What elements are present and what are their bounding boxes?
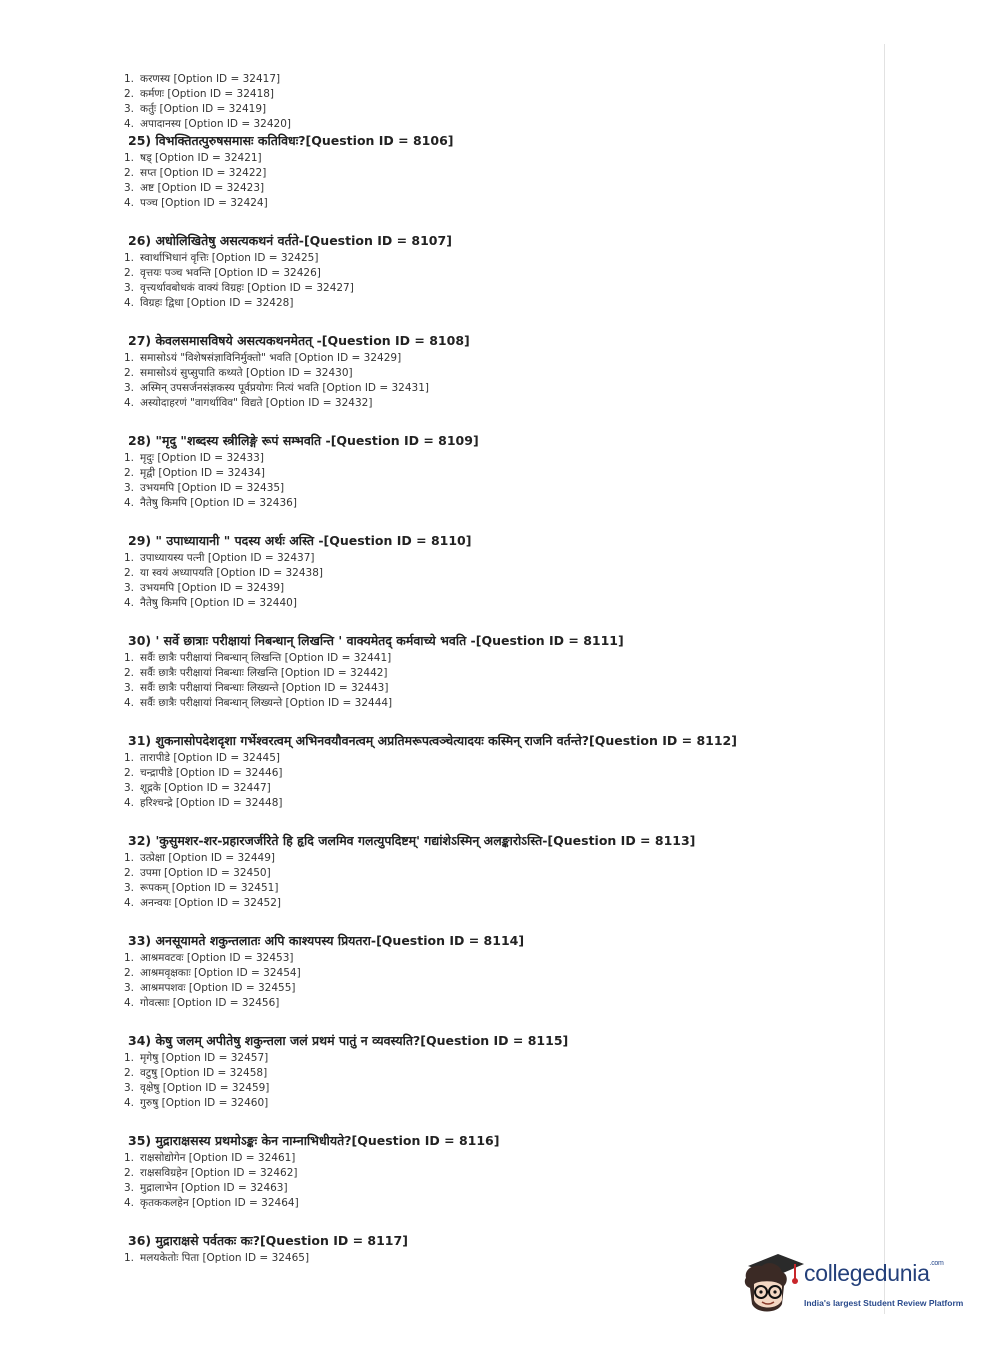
question-block (124, 932, 864, 1011)
option-number: 1. (124, 352, 135, 364)
option-text: शूद्रके [Option ID = 32447] (140, 782, 271, 794)
question-block (124, 832, 864, 911)
logo-tagline: India's largest Student Review Platform (804, 1298, 964, 1308)
option-item (124, 866, 864, 881)
option-list (124, 551, 864, 611)
option-item (124, 117, 864, 132)
option-text: षड् [Option ID = 32421] (140, 152, 262, 164)
question-title: 32) 'कुसुमशर-शर-प्रहारजर्जरिते हि हृदि जलमिव गलत्युपदिष्टम्' गद्यांशेऽस्मिन् अलङ्कारोऽस्ति-[Question ID = 8113] (128, 833, 696, 848)
option-text: नैतेषु किमपि [Option ID = 32436] (140, 497, 297, 509)
question-block (124, 432, 864, 511)
option-list (124, 751, 864, 811)
option-list (124, 351, 864, 411)
option-number: 1. (124, 73, 135, 85)
option-number: 1. (124, 152, 135, 164)
question-title: 35) मुद्राराक्षसस्य प्रथमोऽङ्कः केन नाम्नाभिधीयते?[Question ID = 8116] (128, 1133, 500, 1148)
option-item (124, 351, 864, 366)
option-list (124, 151, 864, 211)
option-item (124, 981, 864, 996)
option-item (124, 281, 864, 296)
option-list (124, 451, 864, 511)
option-item (124, 1166, 864, 1181)
question-block (124, 1032, 864, 1111)
option-number: 3. (124, 1182, 135, 1194)
option-item (124, 181, 864, 196)
question-paper (124, 72, 864, 1287)
option-text: चन्द्रापीडे [Option ID = 32446] (140, 767, 283, 779)
option-number: 4. (124, 1097, 135, 1109)
logo-suffix: .com (929, 1260, 944, 1267)
option-text: मुद्रालाभेन [Option ID = 32463] (140, 1182, 288, 1194)
logo-wordmark (804, 1260, 944, 1287)
option-number: 2. (124, 767, 135, 779)
option-item (124, 996, 864, 1011)
option-number: 4. (124, 118, 135, 130)
option-item (124, 72, 864, 87)
option-text: तारापीडे [Option ID = 32445] (140, 752, 280, 764)
option-number: 3. (124, 682, 135, 694)
option-number: 4. (124, 997, 135, 1009)
option-text: आश्रमवटवः [Option ID = 32453] (140, 952, 294, 964)
question-title: 27) केवलसमासविषये असत्यकथनमेतत् -[Question ID = 8108] (128, 333, 470, 348)
option-number: 2. (124, 467, 135, 479)
option-item (124, 481, 864, 496)
option-number: 1. (124, 1152, 135, 1164)
logo-brand-text: collegedunia (804, 1260, 930, 1286)
option-text: कृतककलहेन [Option ID = 32464] (140, 1197, 299, 1209)
option-list (124, 951, 864, 1011)
option-text: राक्षसविग्रहेन [Option ID = 32462] (140, 1167, 298, 1179)
option-number: 2. (124, 367, 135, 379)
question-title: 26) अधोलिखितेषु असत्यकथनं वर्तते-[Question ID = 8107] (128, 233, 452, 248)
option-item (124, 966, 864, 981)
option-list (124, 251, 864, 311)
option-item (124, 596, 864, 611)
question-title: 25) विभक्तितत्पुरुषसमासः कतिविधः?[Question ID = 8106] (128, 133, 454, 148)
option-text: मृद्वी [Option ID = 32434] (140, 467, 266, 479)
option-number: 2. (124, 167, 135, 179)
question-block (124, 532, 864, 611)
option-text: सप्त [Option ID = 32422] (140, 167, 267, 179)
option-item (124, 102, 864, 117)
option-number: 1. (124, 852, 135, 864)
option-text: अस्योदाहरणं "वागर्थाविव" विद्यते [Option ID = 32432] (140, 397, 373, 409)
option-item (124, 751, 864, 766)
option-text: गुरुषु [Option ID = 32460] (140, 1097, 269, 1109)
option-item (124, 1066, 864, 1081)
option-text: वृत्तयः पञ्च भवन्ति [Option ID = 32426] (140, 267, 321, 279)
option-item (124, 551, 864, 566)
option-number: 4. (124, 897, 135, 909)
question-list (124, 132, 864, 1266)
question-block (124, 132, 864, 211)
option-number: 2. (124, 88, 135, 100)
option-number: 4. (124, 797, 135, 809)
option-text: करणस्य [Option ID = 32417] (140, 73, 281, 85)
option-item (124, 266, 864, 281)
first-option-list (124, 72, 864, 132)
option-text: वटुषु [Option ID = 32458] (140, 1067, 268, 1079)
option-text: उत्प्रेक्षा [Option ID = 32449] (140, 852, 275, 864)
option-item (124, 681, 864, 696)
option-number: 1. (124, 452, 135, 464)
option-item (124, 496, 864, 511)
option-item (124, 796, 864, 811)
question-title: 33) अनसूयामते शकुन्तलातः अपि काश्यपस्य प्रियतरा-[Question ID = 8114] (128, 933, 525, 948)
option-text: सर्वैः छात्रैः परीक्षायां निबन्धाः लिखन्ति [Option ID = 32442] (140, 667, 388, 679)
option-list (124, 1151, 864, 1211)
option-number: 3. (124, 982, 135, 994)
option-number: 2. (124, 567, 135, 579)
option-number: 3. (124, 582, 135, 594)
option-number: 3. (124, 182, 135, 194)
option-text: उभयमपि [Option ID = 32435] (140, 482, 285, 494)
question-block (124, 632, 864, 711)
option-item (124, 566, 864, 581)
option-item (124, 296, 864, 311)
option-text: समासोऽयं सुप्सुपाति कथ्यते [Option ID = 32430] (140, 367, 353, 379)
question-title: 34) केषु जलम् अपीतेषु शकुन्तला जलं प्रथमं पातुं न व्यवस्यति?[Question ID = 8115] (128, 1033, 569, 1048)
option-number: 4. (124, 297, 135, 309)
option-number: 4. (124, 397, 135, 409)
option-text: राक्षसोद्योगेन [Option ID = 32461] (140, 1152, 296, 1164)
question-title: 30) ' सर्वे छात्राः परीक्षायां निबन्धान् लिखन्ति ' वाक्यमेतद् कर्मवाच्ये भवति -[Question ID = 8111] (128, 633, 624, 648)
option-text: पञ्च [Option ID = 32424] (140, 197, 268, 209)
option-list (124, 651, 864, 711)
option-number: 4. (124, 197, 135, 209)
option-number: 1. (124, 952, 135, 964)
option-number: 3. (124, 782, 135, 794)
question-block (124, 1132, 864, 1211)
option-number: 1. (124, 752, 135, 764)
option-number: 2. (124, 267, 135, 279)
option-text: समासोऽयं "विशेषसंज्ञाविनिर्मुक्तो" भवति [Option ID = 32429] (140, 352, 402, 364)
option-item (124, 1096, 864, 1111)
option-item (124, 396, 864, 411)
option-number: 2. (124, 967, 135, 979)
option-text: रूपकम् [Option ID = 32451] (140, 882, 279, 894)
option-text: वृक्षेषु [Option ID = 32459] (140, 1082, 270, 1094)
option-text: मलयकेतोः पिता [Option ID = 32465] (140, 1252, 310, 1264)
question-title: 28) "मृदु "शब्दस्य स्त्रीलिङ्गे रूपं सम्भवति -[Question ID = 8109] (128, 433, 479, 448)
question-title: 36) मुद्राराक्षसे पर्वतकः कः?[Question ID = 8117] (128, 1233, 408, 1248)
option-item (124, 651, 864, 666)
option-text: गोवत्साः [Option ID = 32456] (140, 997, 280, 1009)
option-number: 3. (124, 103, 135, 115)
option-text: उभयमपि [Option ID = 32439] (140, 582, 285, 594)
option-number: 2. (124, 867, 135, 879)
option-text: विग्रहः द्विधा [Option ID = 32428] (140, 297, 294, 309)
option-list (124, 851, 864, 911)
option-item (124, 87, 864, 102)
question-block (124, 732, 864, 811)
question-title: 29) " उपाध्यायानी " पदस्य अर्थः अस्ति -[Question ID = 8110] (128, 533, 472, 548)
option-text: मृदुः [Option ID = 32433] (140, 452, 264, 464)
option-number: 3. (124, 282, 135, 294)
option-number: 1. (124, 1052, 135, 1064)
option-text: सर्वैः छात्रैः परीक्षायां निबन्धान् लिखन्ति [Option ID = 32441] (140, 652, 392, 664)
option-number: 2. (124, 667, 135, 679)
option-text: अपादानस्य [Option ID = 32420] (140, 118, 291, 130)
page-right-rule (884, 44, 885, 1314)
option-number: 3. (124, 482, 135, 494)
collegedunia-logo[interactable] (742, 1248, 972, 1320)
option-item (124, 451, 864, 466)
option-number: 3. (124, 1082, 135, 1094)
option-item (124, 581, 864, 596)
option-number: 1. (124, 552, 135, 564)
option-text: सर्वैः छात्रैः परीक्षायां निबन्धान् लिख्यन्ते [Option ID = 32444] (140, 697, 393, 709)
option-number: 1. (124, 252, 135, 264)
option-text: उपमा [Option ID = 32450] (140, 867, 271, 879)
option-text: अस्मिन् उपसर्जनसंज्ञकस्य पूर्वप्रयोगः नित्यं भवति [Option ID = 32431] (140, 382, 429, 394)
option-number: 1. (124, 652, 135, 664)
option-item (124, 1196, 864, 1211)
option-item (124, 951, 864, 966)
option-text: या स्वयं अध्यापयति [Option ID = 32438] (140, 567, 324, 579)
option-item (124, 196, 864, 211)
option-text: कर्तुः [Option ID = 32419] (140, 103, 267, 115)
option-item (124, 881, 864, 896)
option-item (124, 151, 864, 166)
option-text: अनन्वयः [Option ID = 32452] (140, 897, 282, 909)
mascot-icon (742, 1248, 806, 1320)
option-item (124, 381, 864, 396)
option-list (124, 1051, 864, 1111)
option-item (124, 251, 864, 266)
option-number: 4. (124, 1197, 135, 1209)
option-item (124, 896, 864, 911)
question-title: 31) शुकनासोपदेशदृशा गर्भेश्वरत्वम् अभिनवयौवनत्वम् अप्रतिमरूपत्वञ्चेत्यादयः कस्मिन् राजनि वर्तन्ते?[Question ID = 8112] (128, 733, 737, 748)
option-item (124, 696, 864, 711)
option-text: नैतेषु किमपि [Option ID = 32440] (140, 597, 297, 609)
option-number: 4. (124, 497, 135, 509)
option-item (124, 781, 864, 796)
option-text: उपाध्यायस्य पत्नी [Option ID = 32437] (140, 552, 315, 564)
option-text: हरिश्चन्द्रे [Option ID = 32448] (140, 797, 283, 809)
option-item (124, 1151, 864, 1166)
question-block (124, 232, 864, 311)
option-item (124, 1051, 864, 1066)
option-text: स्वार्थाभिधानं वृत्तिः [Option ID = 32425] (140, 252, 319, 264)
option-text: वृत्त्यर्थावबोधकं वाक्यं विग्रहः [Option ID = 32427] (140, 282, 354, 294)
option-text: अष्ट [Option ID = 32423] (140, 182, 265, 194)
option-item (124, 1081, 864, 1096)
option-number: 4. (124, 697, 135, 709)
option-number: 2. (124, 1167, 135, 1179)
option-number: 3. (124, 882, 135, 894)
option-number: 4. (124, 597, 135, 609)
option-item (124, 1181, 864, 1196)
option-text: सर्वैः छात्रैः परीक्षायां निबन्धाः लिख्यन्ते [Option ID = 32443] (140, 682, 389, 694)
option-text: कर्मणः [Option ID = 32418] (140, 88, 275, 100)
option-number: 1. (124, 1252, 135, 1264)
option-item (124, 851, 864, 866)
option-number: 3. (124, 382, 135, 394)
option-item (124, 666, 864, 681)
option-item (124, 366, 864, 381)
option-item (124, 766, 864, 781)
option-text: आश्रमपशवः [Option ID = 32455] (140, 982, 296, 994)
option-item (124, 166, 864, 181)
option-number: 2. (124, 1067, 135, 1079)
question-block (124, 332, 864, 411)
option-item (124, 466, 864, 481)
option-text: आश्रमवृक्षकाः [Option ID = 32454] (140, 967, 301, 979)
option-text: मृगेषु [Option ID = 32457] (140, 1052, 269, 1064)
